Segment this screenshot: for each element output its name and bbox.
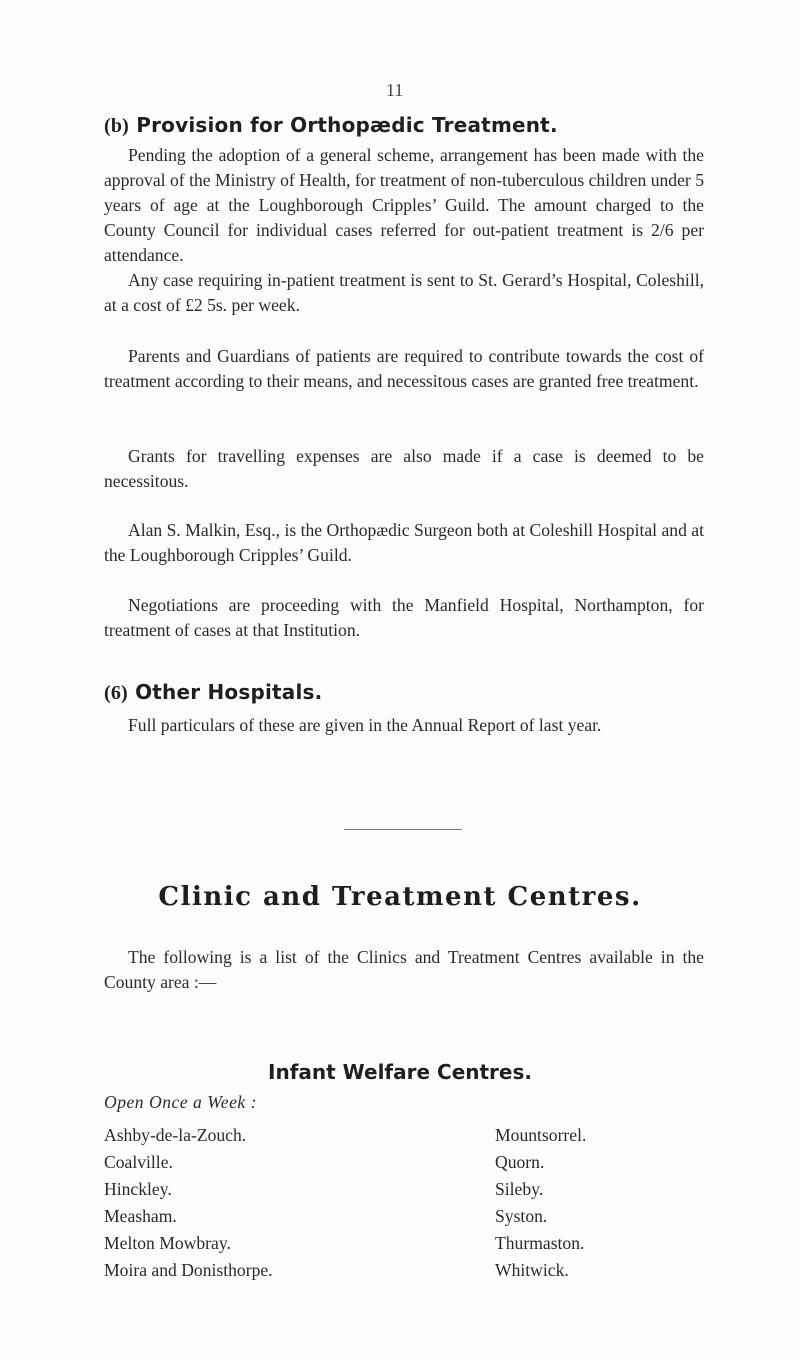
list-item: Measham. — [104, 1206, 177, 1226]
section-b-paragraph-3 — [104, 344, 704, 394]
list-item: Whitwick. — [495, 1260, 569, 1280]
list-item: Sileby. — [495, 1179, 544, 1199]
section-6-heading — [104, 680, 704, 705]
section-b-heading — [104, 113, 704, 138]
infant-welfare-title: Infant Welfare Centres. — [268, 1060, 532, 1084]
section-b-title: Provision for Orthopædic Treatment. — [136, 113, 558, 137]
section-6-title: Other Hospitals. — [135, 680, 323, 704]
section-b-paragraph-6 — [104, 593, 704, 643]
list-item: Thurmaston. — [495, 1233, 585, 1253]
list-item: Ashby-de-la-Zouch. — [104, 1125, 247, 1145]
page-number: 11 — [386, 80, 404, 100]
list-item: Quorn. — [495, 1152, 545, 1172]
open-once-label: Open Once a Week : — [104, 1092, 257, 1112]
list-item: Melton Mowbray. — [104, 1233, 231, 1253]
list-item: Syston. — [495, 1206, 548, 1226]
section-6-number: (6) — [104, 682, 128, 704]
section-b-paragraph-2 — [104, 268, 704, 318]
paragraph: Alan S. Malkin, Esq., is the Orthopædic Surgeon both at Coleshill Hospital and at the Loughborough Cripples’ Guild. — [104, 520, 704, 565]
section-b-paragraph-4 — [104, 444, 704, 494]
clinic-title: Clinic and Treatment Centres. — [158, 882, 642, 912]
divider — [344, 829, 462, 830]
paragraph: The following is a list of the Clinics and Treatment Centres available in the County area :— — [104, 947, 704, 992]
clinic-intro — [104, 945, 704, 995]
paragraph: Parents and Guardians of patients are required to contribute towards the cost of treatment according to their means, and necessitous cases are granted free treatment. — [104, 346, 704, 391]
section-6-paragraph — [104, 713, 704, 738]
list-item: Moira and Donisthorpe. — [104, 1260, 273, 1280]
list-item: Coalville. — [104, 1152, 173, 1172]
paragraph: Any case requiring in-patient treatment is sent to St. Gerard’s Hospital, Coleshill, at a cost of £2 5s. per week. — [104, 270, 704, 315]
list-item: Hinckley. — [104, 1179, 172, 1199]
section-b-number: (b) — [104, 115, 130, 137]
paragraph: Grants for travelling expenses are also made if a case is deemed to be necessitous. — [104, 446, 704, 491]
centres-left-column — [104, 1122, 273, 1284]
centres-right-column — [495, 1122, 586, 1284]
section-b-paragraph-1 — [104, 143, 704, 268]
paragraph: Negotiations are proceeding with the Manfield Hospital, Northampton, for treatment of cases at that Institution. — [104, 595, 704, 640]
section-b-paragraph-5 — [104, 518, 704, 568]
paragraph: Pending the adoption of a general scheme, arrangement has been made with the approval of the Ministry of Health, for treatment of non-tuberculous children under 5 years of age at the Loughborough Cripples’ Guild. The amount charged to the County Council for individual cases referred for out-patient treatment is 2/6 per attendance. — [104, 145, 704, 265]
paragraph: Full particulars of these are given in the Annual Report of last year. — [128, 715, 602, 735]
list-item: Mountsorrel. — [495, 1125, 587, 1145]
